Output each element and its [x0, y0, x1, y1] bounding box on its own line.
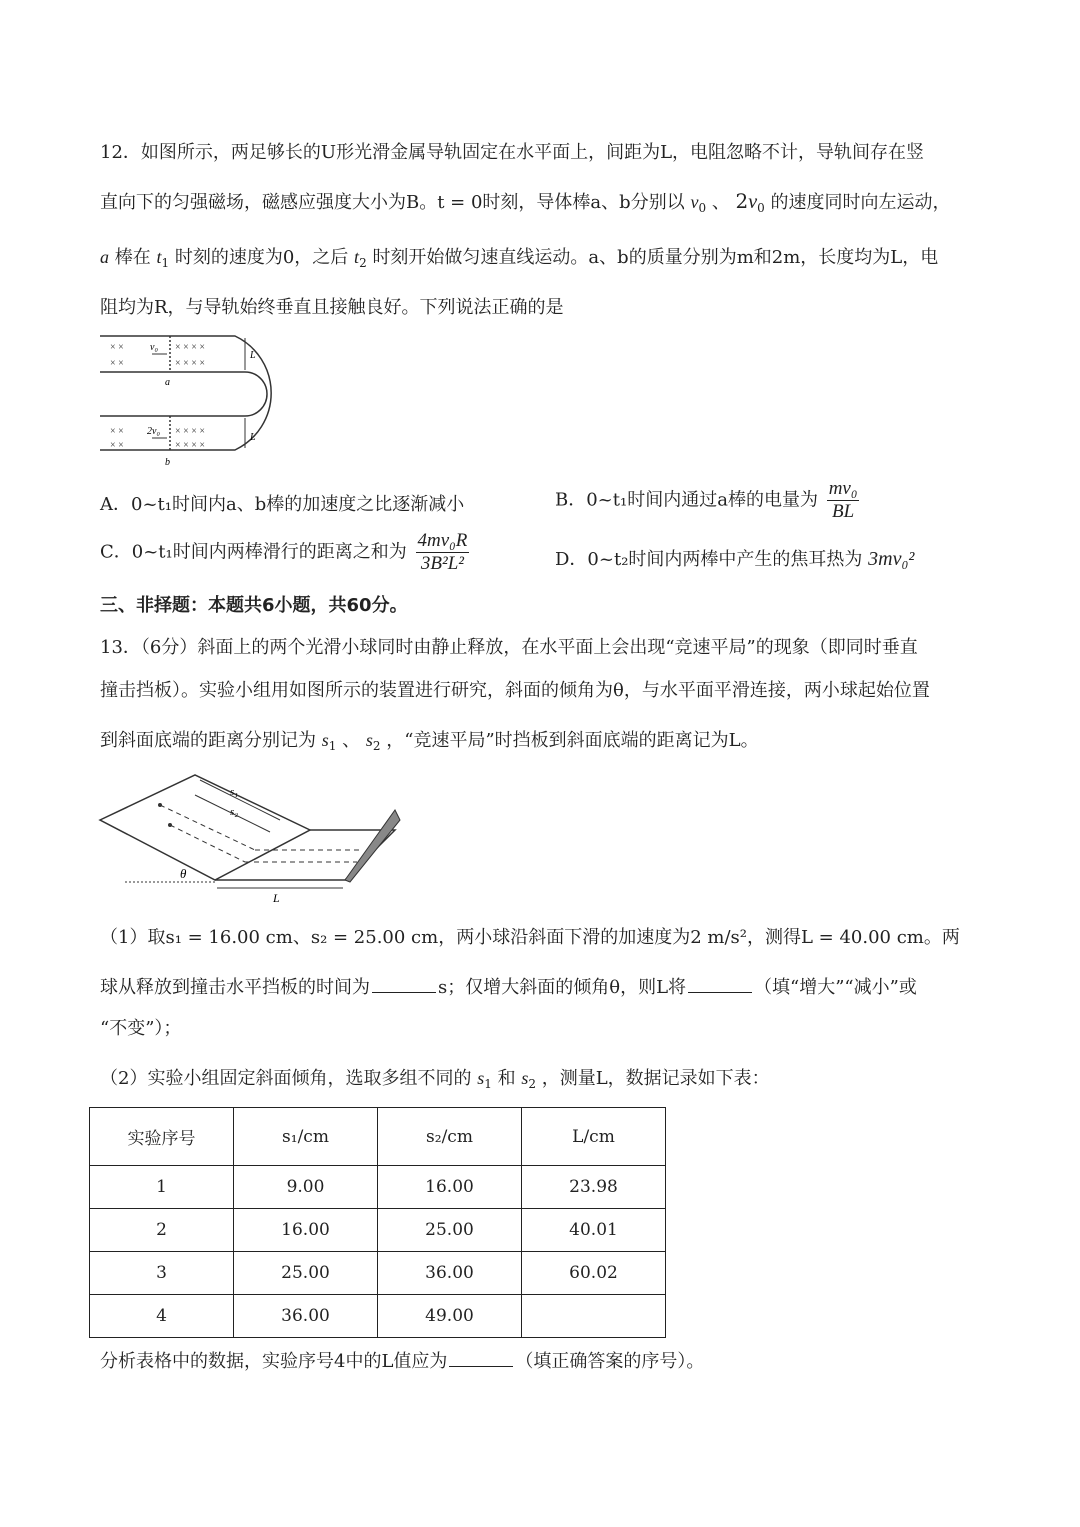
svg-text:× ×: × ×: [110, 342, 124, 353]
label-L: L: [273, 891, 280, 905]
table-cell: 16.00: [234, 1209, 378, 1252]
table-header-row: [90, 1108, 666, 1166]
option-b-numerator: mv₀: [828, 478, 858, 499]
q13-line1: 13．（6分）斜面上的两个光滑小球同时由静止释放，在水平面上会出现“竞速平局”的现象（即同时垂直: [100, 637, 918, 658]
table-row: [90, 1209, 666, 1252]
q12-line2-text-b: 、: [711, 192, 730, 213]
answer-blank-L4[interactable]: [449, 1352, 513, 1367]
table-header: s₂/cm: [378, 1108, 522, 1166]
table-cell: 2: [90, 1209, 234, 1252]
table-cell: 9.00: [234, 1166, 378, 1209]
option-c: [100, 530, 472, 575]
option-d-text: D．0~t₂时间内两棒中产生的焦耳热为: [555, 549, 863, 570]
table-cell: 40.01: [522, 1209, 666, 1252]
q12-line3: a 棒在 $t_1$ 时刻的速度为0，之后 $t_2$ 时刻开始做匀速直线运动。a、b的质量分别为m和2m，长度均为L，电: [100, 247, 939, 270]
svg-text:× × × ×: × × × ×: [175, 342, 206, 353]
option-b: [555, 478, 862, 523]
q13-part2-text-a: （2）实验小组固定斜面倾角，选取多组不同的: [100, 1068, 472, 1089]
option-b-text: B．0~t₁时间内通过a棒的电量为: [555, 489, 818, 511]
u-rail-figure: [95, 330, 305, 470]
q12-line2-text-a: 直向下的匀强磁场，磁感应强度大小为B。t = 0时刻，导体棒a、b分别以: [100, 192, 685, 213]
table-cell: 36.00: [378, 1252, 522, 1295]
q13-part1-line2-text-c: （填“增大”“减小”或: [754, 977, 917, 998]
q13-line3: 到斜面底端的距离分别记为 $s_1$ 、 $s_2$ ，“竞速平局”时挡板到斜面底端的距离记为L。: [100, 730, 759, 753]
table-cell-empty[interactable]: [522, 1295, 666, 1338]
option-d-value: 3mv₀²: [868, 548, 915, 570]
table-cell: 36.00: [234, 1295, 378, 1338]
q13-line3-text-b: 、: [342, 730, 361, 751]
svg-text:× × × ×: × × × ×: [175, 358, 206, 369]
table-cell: 60.02: [522, 1252, 666, 1295]
table-header: 实验序号: [90, 1108, 234, 1166]
q12-line3-text-b: 时刻的速度为0，之后: [174, 247, 349, 268]
table-cell: 25.00: [378, 1209, 522, 1252]
label-v0: v₀: [150, 342, 158, 353]
q13-final-text-a: 分析表格中的数据，实验序号4中的L值应为: [100, 1351, 448, 1372]
q13-line2: 撞击挡板）。实验小组用如图所示的装置进行研究，斜面的倾角为θ，与水平面平滑连接，两小球起始位置: [100, 680, 930, 701]
q12-line3-text-c: 时刻开始做匀速直线运动。a、b的质量分别为m和2m，长度均为L，电: [372, 247, 939, 268]
q12-line2: 直向下的匀强磁场，磁感应强度大小为B。t = 0时刻，导体棒a、b分别以 $v_0$ 、 $2v_0$ 的速度同时向左运动，: [100, 189, 951, 215]
table-cell: 1: [90, 1166, 234, 1209]
table-row: [90, 1252, 666, 1295]
q13-part2-line: （2）实验小组固定斜面倾角，选取多组不同的 $s_1$ 和 $s_2$ ，测量L，数据记录如下表：: [100, 1068, 770, 1091]
q12-line3-text-a: 棒在: [114, 247, 151, 268]
option-b-denominator: BL: [831, 501, 855, 522]
q13-final-text-b: （填正确答案的序号）。: [515, 1351, 705, 1372]
table-cell: 16.00: [378, 1166, 522, 1209]
label-s1: s₁: [230, 786, 239, 798]
experiment-table: [89, 1107, 666, 1338]
label-L-top: L: [250, 350, 256, 361]
q13-line3-text-c: ，“竞速平局”时挡板到斜面底端的距离记为L。: [386, 730, 759, 751]
table-row: [90, 1295, 666, 1338]
q13-part2-text-c: ，测量L，数据记录如下表：: [541, 1068, 770, 1089]
label-s2: s₂: [230, 806, 239, 818]
table-header: s₁/cm: [234, 1108, 378, 1166]
table-cell: 25.00: [234, 1252, 378, 1295]
label-L-bottom: L: [250, 432, 256, 443]
option-a: A．0~t₁时间内a、b棒的加速度之比逐渐减小: [100, 494, 465, 515]
q12-line2-text-c: 的速度同时向左运动，: [770, 192, 951, 213]
svg-text:× ×: × ×: [110, 358, 124, 369]
q13-final-line: [100, 1352, 984, 1372]
option-b-fraction: [827, 478, 860, 523]
q13-part1-line1: （1）取s₁ = 16.00 cm、s₂ = 25.00 cm，两小球沿斜面下滑的加速度为2 m/s²，测得L = 40.00 cm。两: [100, 927, 960, 948]
svg-text:× × × ×: × × × ×: [175, 426, 206, 437]
table-header: L/cm: [522, 1108, 666, 1166]
q13-part1-line2: [100, 978, 984, 998]
table-row: [90, 1166, 666, 1209]
label-theta: θ: [180, 866, 187, 881]
q12-line4: 阻均为R，与导轨始终垂直且接触良好。下列说法正确的是: [100, 297, 564, 318]
table-cell: 4: [90, 1295, 234, 1338]
q13-part2-text-b: 和: [497, 1068, 516, 1089]
table-cell: 23.98: [522, 1166, 666, 1209]
incline-figure: [95, 770, 415, 910]
option-d: [555, 545, 914, 571]
q12-line1: 12．如图所示，两足够长的U形光滑金属导轨固定在水平面上，间距为L，电阻忽略不计，导轨间存在竖: [100, 142, 925, 163]
label-b: b: [165, 457, 170, 468]
table-cell: 3: [90, 1252, 234, 1295]
label-a: a: [165, 377, 170, 388]
table-cell: 49.00: [378, 1295, 522, 1338]
section-heading: 三、非择题：本题共6小题，共60分。: [100, 595, 408, 616]
option-c-denominator: 3B²L²: [420, 553, 464, 574]
answer-blank-L-change[interactable]: [688, 978, 752, 993]
svg-text:× ×: × ×: [110, 440, 124, 451]
svg-text:× × × ×: × × × ×: [175, 440, 206, 451]
option-c-text: C．0~t₁时间内两棒滑行的距离之和为: [100, 541, 407, 563]
option-c-fraction: [416, 530, 470, 575]
q13-part1-line3: “不变”）；: [100, 1018, 182, 1039]
q13-line3-text-a: 到斜面底端的距离分别记为: [100, 730, 316, 751]
label-2v0: 2v₀: [147, 426, 160, 437]
q13-part1-line2-text-b: s；仅增大斜面的倾角θ，则L将: [438, 977, 687, 998]
answer-blank-time[interactable]: [372, 978, 436, 993]
option-c-numerator: 4mv₀R: [417, 530, 468, 551]
svg-text:× ×: × ×: [110, 426, 124, 437]
q13-part1-line2-text-a: 球从释放到撞击水平挡板的时间为: [100, 977, 370, 998]
